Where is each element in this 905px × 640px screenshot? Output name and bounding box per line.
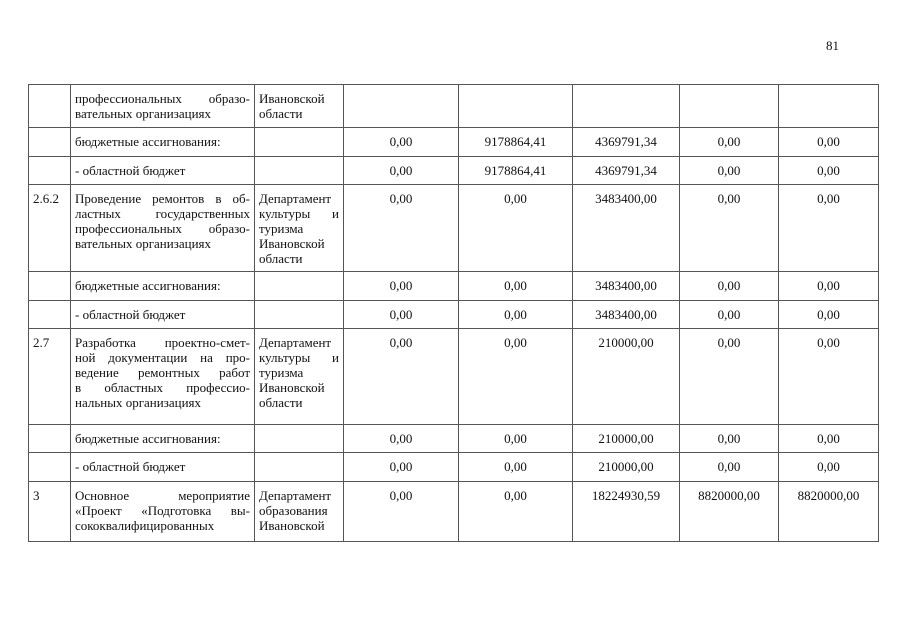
amount-cell xyxy=(344,85,459,128)
executor-cell xyxy=(255,85,344,128)
amount-cell: 0,00 xyxy=(344,157,459,185)
executor-line: культуры и xyxy=(259,206,339,221)
amount-cell: 0,00 xyxy=(459,329,573,425)
measure-name-line: Разработка проектно-смет- xyxy=(75,335,250,350)
amount-cell: 0,00 xyxy=(779,301,879,329)
measure-name-cell xyxy=(71,301,255,329)
measure-name-line: - областной бюджет xyxy=(75,307,186,322)
amount-cell xyxy=(779,85,879,128)
measure-name-cell xyxy=(71,329,255,425)
amount-cell xyxy=(680,85,779,128)
measure-name-line: профессиональных образо- xyxy=(75,91,250,106)
measure-name-line: профессиональных образо- xyxy=(75,221,250,236)
measure-name-line: нальных организациях xyxy=(75,395,202,410)
amount-cell: 210000,00 xyxy=(573,329,680,425)
executor-cell xyxy=(255,128,344,157)
amount-cell: 0,00 xyxy=(680,453,779,482)
measure-name-cell xyxy=(71,272,255,301)
executor-line: культуры и xyxy=(259,350,339,365)
measure-name-line: бюджетные ассигнования: xyxy=(75,278,221,293)
table-row xyxy=(29,453,879,482)
amount-cell: 0,00 xyxy=(779,425,879,453)
executor-cell xyxy=(255,301,344,329)
measure-name-line: Проведение ремонтов в об- xyxy=(75,191,250,206)
amount-cell: 3483400,00 xyxy=(573,185,680,272)
row-code-cell: 2.7 xyxy=(29,329,71,425)
table-row xyxy=(29,425,879,453)
executor-line: Ивановской xyxy=(259,518,325,533)
executor-cell xyxy=(255,272,344,301)
executor-line: области xyxy=(259,395,303,410)
page-number: 81 xyxy=(826,38,839,53)
amount-cell: 0,00 xyxy=(779,272,879,301)
amount-cell: 9178864,41 xyxy=(459,128,573,157)
amount-cell: 3483400,00 xyxy=(573,301,680,329)
row-code-cell xyxy=(29,425,71,453)
amount-cell: 0,00 xyxy=(344,453,459,482)
amount-cell: 0,00 xyxy=(779,128,879,157)
row-code-cell: 3 xyxy=(29,482,71,542)
measure-name-cell xyxy=(71,482,255,542)
budget-table xyxy=(28,84,879,542)
amount-cell xyxy=(573,85,680,128)
executor-cell xyxy=(255,453,344,482)
measure-name-line: вательных организациях xyxy=(75,236,212,251)
amount-cell xyxy=(459,85,573,128)
amount-cell: 0,00 xyxy=(459,272,573,301)
measure-name-line: сококвалифицированных xyxy=(75,518,215,533)
amount-cell: 8820000,00 xyxy=(680,482,779,542)
amount-cell: 210000,00 xyxy=(573,453,680,482)
amount-cell: 0,00 xyxy=(779,157,879,185)
amount-cell: 0,00 xyxy=(344,329,459,425)
amount-cell: 0,00 xyxy=(680,329,779,425)
executor-cell xyxy=(255,185,344,272)
measure-name-cell xyxy=(71,453,255,482)
measure-name-line: ведение ремонтных работ xyxy=(75,365,250,380)
executor-line: области xyxy=(259,106,303,121)
table-row xyxy=(29,185,879,272)
table-row xyxy=(29,329,879,425)
table-row xyxy=(29,128,879,157)
executor-line: туризма xyxy=(259,365,304,380)
measure-name-line: - областной бюджет xyxy=(75,459,186,474)
table-row xyxy=(29,157,879,185)
amount-cell: 0,00 xyxy=(459,453,573,482)
measure-name-cell xyxy=(71,157,255,185)
row-code-cell xyxy=(29,272,71,301)
amount-cell: 4369791,34 xyxy=(573,157,680,185)
measure-name-line: вательных организациях xyxy=(75,106,212,121)
measure-name-line: бюджетные ассигнования: xyxy=(75,134,221,149)
amount-cell: 0,00 xyxy=(680,128,779,157)
amount-cell: 0,00 xyxy=(680,157,779,185)
row-code-cell xyxy=(29,128,71,157)
row-code-cell xyxy=(29,453,71,482)
amount-cell: 0,00 xyxy=(344,128,459,157)
measure-name-cell xyxy=(71,185,255,272)
measure-name-line: Основное мероприятие xyxy=(75,488,250,503)
table-row xyxy=(29,85,879,128)
amount-cell: 0,00 xyxy=(680,301,779,329)
amount-cell: 0,00 xyxy=(344,425,459,453)
amount-cell: 0,00 xyxy=(344,185,459,272)
measure-name-line: ной документации на про- xyxy=(75,350,250,365)
row-code-cell xyxy=(29,157,71,185)
amount-cell: 0,00 xyxy=(459,482,573,542)
executor-line: Ивановской xyxy=(259,236,325,251)
amount-cell: 9178864,41 xyxy=(459,157,573,185)
amount-cell: 0,00 xyxy=(459,425,573,453)
amount-cell: 0,00 xyxy=(779,185,879,272)
amount-cell: 3483400,00 xyxy=(573,272,680,301)
executor-cell xyxy=(255,329,344,425)
amount-cell: 0,00 xyxy=(680,185,779,272)
amount-cell: 0,00 xyxy=(459,185,573,272)
executor-line: области xyxy=(259,251,303,266)
measure-name-line: бюджетные ассигнования: xyxy=(75,431,221,446)
amount-cell: 0,00 xyxy=(344,301,459,329)
amount-cell: 8820000,00 xyxy=(779,482,879,542)
measure-name-cell xyxy=(71,128,255,157)
executor-line: туризма xyxy=(259,221,304,236)
amount-cell: 210000,00 xyxy=(573,425,680,453)
amount-cell: 0,00 xyxy=(459,301,573,329)
amount-cell: 0,00 xyxy=(779,453,879,482)
executor-cell xyxy=(255,425,344,453)
table-row xyxy=(29,272,879,301)
executor-line: Ивановской xyxy=(259,91,325,106)
measure-name-line: ластных государственных xyxy=(75,206,250,221)
executor-line: Департамент xyxy=(259,488,332,503)
table-row xyxy=(29,301,879,329)
executor-cell xyxy=(255,482,344,542)
amount-cell: 0,00 xyxy=(344,272,459,301)
measure-name-cell xyxy=(71,85,255,128)
amount-cell: 4369791,34 xyxy=(573,128,680,157)
executor-line: Департамент xyxy=(259,191,332,206)
measure-name-line: - областной бюджет xyxy=(75,163,186,178)
amount-cell: 0,00 xyxy=(680,272,779,301)
executor-line: образования xyxy=(259,503,328,518)
row-code-cell xyxy=(29,301,71,329)
executor-line: Ивановской xyxy=(259,380,325,395)
measure-name-cell xyxy=(71,425,255,453)
amount-cell: 0,00 xyxy=(344,482,459,542)
row-code-cell xyxy=(29,85,71,128)
table-row xyxy=(29,482,879,542)
amount-cell: 0,00 xyxy=(680,425,779,453)
amount-cell: 0,00 xyxy=(779,329,879,425)
executor-cell xyxy=(255,157,344,185)
executor-line: Департамент xyxy=(259,335,332,350)
measure-name-line: в областных профессио- xyxy=(75,380,250,395)
row-code-cell: 2.6.2 xyxy=(29,185,71,272)
measure-name-line: «Проект «Подготовка вы- xyxy=(75,503,250,518)
amount-cell: 18224930,59 xyxy=(573,482,680,542)
